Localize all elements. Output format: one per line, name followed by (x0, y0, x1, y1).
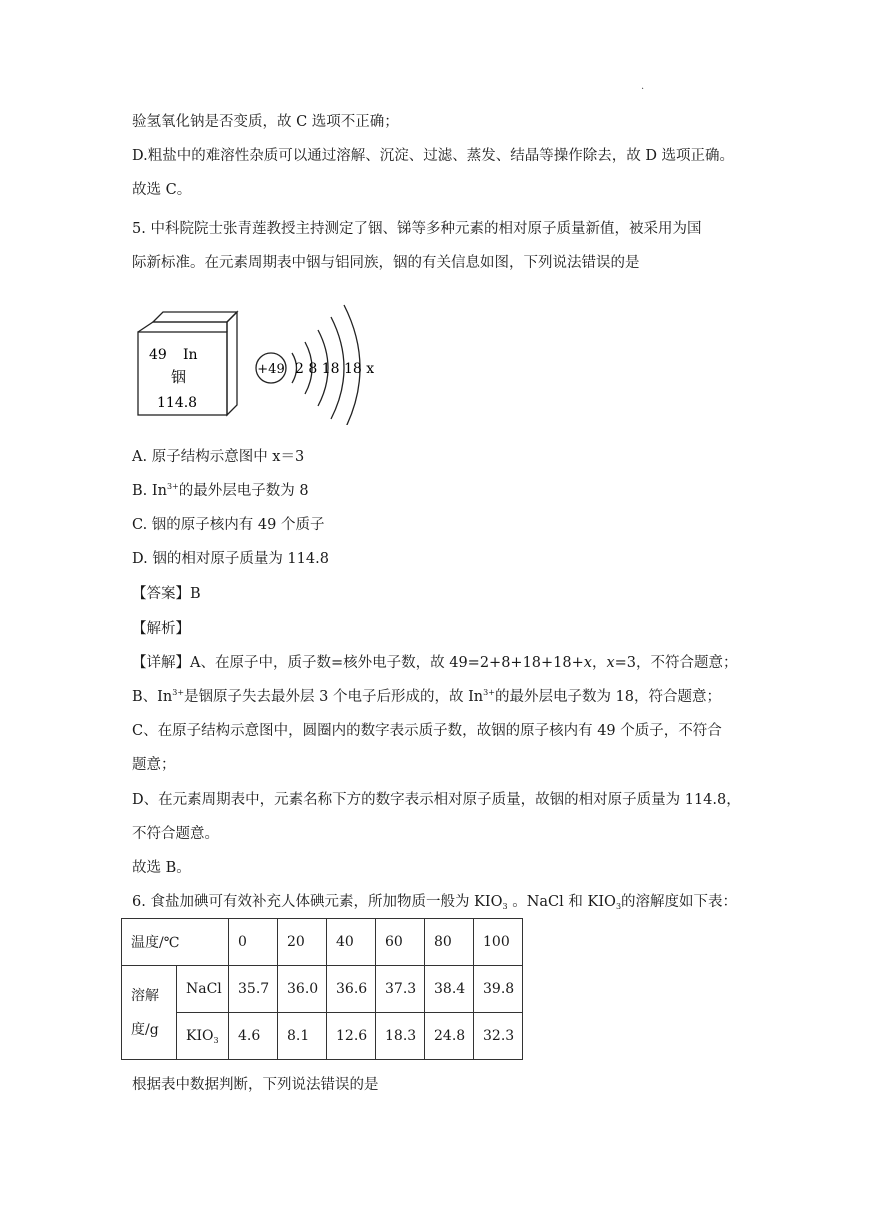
nacl-value: 37.3 (376, 966, 425, 1013)
table-row-kio3 (122, 1013, 523, 1060)
kio3-value: 8.1 (278, 1013, 327, 1060)
kio3-value: 32.3 (474, 1013, 523, 1060)
q5-option-b: B. $In^{3+}$的最外层电子数为 8 (132, 482, 309, 499)
atomic-mass: 114.8 (157, 395, 198, 411)
temperature-header: 温度/℃ (122, 919, 229, 966)
electron-shell-counts: 2 8 18 18 x (295, 361, 375, 377)
nacl-value: 36.6 (327, 966, 376, 1013)
kio3-value: 18.3 (376, 1013, 425, 1060)
temp-cell: 20 (278, 919, 327, 966)
q5-detail-a: 【详解】A、在原子中，质子数=核外电子数，故 49=2+8+18+18+x，x=3，不符合题意； (132, 655, 738, 671)
element-name: 铟 (171, 368, 187, 386)
q5-analysis-title: 【解析】 (132, 621, 190, 637)
nacl-value: 35.7 (229, 966, 278, 1013)
q5-option-a: A. 原子结构示意图中 x＝3 (132, 449, 305, 465)
q5-stem-line-2: 际新标准。在元素周期表中铟与铝同族，铟的有关信息如图，下列说法错误的是 (132, 255, 640, 271)
nacl-label: NaCl (177, 966, 229, 1013)
q5-conclusion: 故选 B。 (132, 860, 191, 876)
temp-cell: 0 (229, 919, 278, 966)
nacl-value: 36.0 (278, 966, 327, 1013)
prev-line-1: 验氢氧化钠是否变质，故 C 选项不正确； (132, 114, 399, 130)
atomic-number: 49 (149, 347, 167, 363)
q5-answer: 【答案】B (132, 586, 201, 602)
solubility-label: 溶解 度/g (122, 966, 177, 1060)
nucleus-charge: +49 (257, 362, 285, 377)
temp-cell: 100 (474, 919, 523, 966)
kio3-value: 4.6 (229, 1013, 278, 1060)
kio3-label: $KIO_3$ (177, 1013, 229, 1060)
q5-option-d: D. 铟的相对原子质量为 114.8 (132, 551, 329, 567)
indium-figure (135, 295, 375, 425)
nacl-value: 38.4 (425, 966, 474, 1013)
temp-cell: 60 (376, 919, 425, 966)
q5-detail-d-line-2: 不符合题意。 (132, 826, 219, 842)
table-row-nacl (122, 966, 523, 1013)
page-mark: · (641, 84, 645, 95)
temp-cell: 80 (425, 919, 474, 966)
q5-option-c: C. 铟的原子核内有 49 个质子 (132, 517, 325, 533)
kio3-value: 24.8 (425, 1013, 474, 1060)
prev-line-3: 故选 C。 (132, 182, 192, 198)
element-symbol: In (183, 347, 198, 363)
nacl-value: 39.8 (474, 966, 523, 1013)
q5-detail-d-line-1: D、在元素周期表中，元素名称下方的数字表示相对原子质量，故铟的相对原子质量为 114.8， (132, 792, 741, 808)
prev-line-2: D.粗盐中的难溶性杂质可以通过溶解、沉淀、过滤、蒸发、结晶等操作除去，故 D 选项正确。 (132, 148, 735, 164)
q6-followup: 根据表中数据判断，下列说法错误的是 (132, 1077, 379, 1093)
q5-detail-c-line-2: 题意； (132, 757, 176, 773)
table-row-temperature (122, 919, 523, 966)
q5-detail-b: B、$In^{3+}$是铟原子失去最外层 3 个电子后形成的，故 $In^{3+}$的最外层电子数为 18，符合题意； (132, 688, 722, 705)
solubility-table (121, 918, 523, 1060)
temp-cell: 40 (327, 919, 376, 966)
q5-stem-line-1: 5. 中科院院士张青莲教授主持测定了铟、锑等多种元素的相对原子质量新值，被采用为国 (132, 221, 702, 237)
q5-detail-c-line-1: C、在原子结构示意图中，圆圈内的数字表示质子数，故铟的原子核内有 49 个质子，不符合 (132, 723, 722, 739)
q6-stem: 6. 食盐加碘可有效补充人体碘元素，所加物质一般为 $KIO_3$ 。NaCl 和 $KIO_3$的溶解度如下表： (132, 894, 738, 911)
kio3-value: 12.6 (327, 1013, 376, 1060)
